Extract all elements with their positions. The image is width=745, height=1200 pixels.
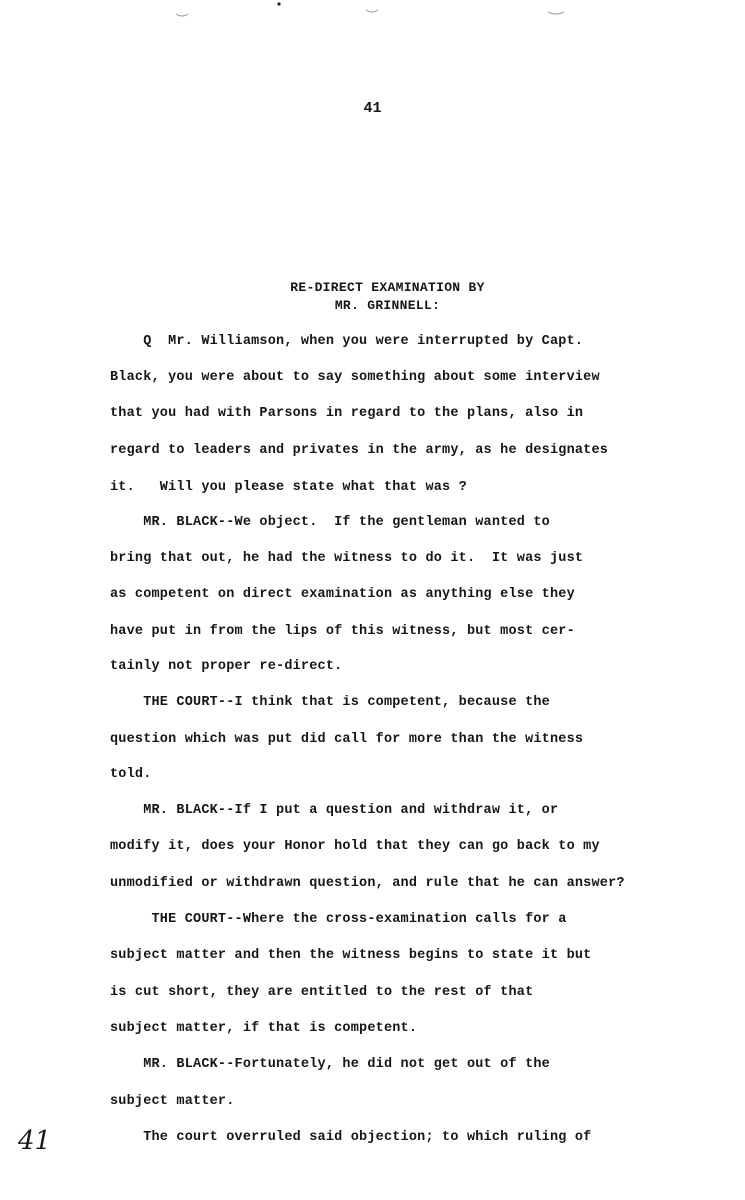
text-line: Black, you were about to say something about some interview xyxy=(110,370,600,385)
text-line: told. xyxy=(110,767,152,782)
text-line: unmodified or withdrawn question, and rule that he can answer? xyxy=(110,876,625,891)
text-line: subject matter. xyxy=(110,1094,235,1109)
text-line: regard to leaders and privates in the army, as he designates xyxy=(110,443,609,458)
text-line: tainly not proper re-direct. xyxy=(110,659,343,674)
text-line: that you had with Parsons in regard to the plans, also in xyxy=(110,406,584,421)
text-line: is cut short, they are entitled to the rest of that xyxy=(110,985,534,1000)
section-heading-examiner: MR. GRINNELL: xyxy=(334,298,441,313)
text-line: question which was put did call for more than the witness xyxy=(110,732,584,747)
text-line: subject matter and then the witness begins to state it but xyxy=(110,948,592,963)
section-heading: RE-DIRECT EXAMINATION BY xyxy=(290,280,485,295)
text-line: as competent on direct examination as anything else they xyxy=(110,587,575,602)
text-line: THE COURT--I think that is competent, because the xyxy=(110,695,550,710)
text-line: have put in from the lips of this witness, but most cer- xyxy=(110,624,575,639)
speck xyxy=(548,12,564,14)
scan-specks xyxy=(0,0,745,40)
text-line: Q Mr. Williamson, when you were interrupted by Capt. xyxy=(110,334,584,349)
speck xyxy=(277,2,280,5)
text-line: it. Will you please state what that was ? xyxy=(110,480,467,495)
text-line: MR. BLACK--We object. If the gentleman wanted to xyxy=(110,515,550,530)
text-line: MR. BLACK--Fortunately, he did not get out of the xyxy=(110,1057,550,1072)
text-line: modify it, does your Honor hold that they can go back to my xyxy=(110,839,600,854)
handwritten-page-number: 41 xyxy=(18,1126,52,1156)
text-line: bring that out, he had the witness to do it. It was just xyxy=(110,551,584,566)
text-line: The court overruled said objection; to which ruling of xyxy=(110,1130,592,1145)
speck xyxy=(366,10,378,12)
text-line: subject matter, if that is competent. xyxy=(110,1021,418,1036)
text-line: THE COURT--Where the cross-examination calls for a xyxy=(110,912,567,927)
text-line: MR. BLACK--If I put a question and withdraw it, or xyxy=(110,803,559,818)
page-number: 41 xyxy=(363,100,382,117)
speck xyxy=(176,14,188,16)
